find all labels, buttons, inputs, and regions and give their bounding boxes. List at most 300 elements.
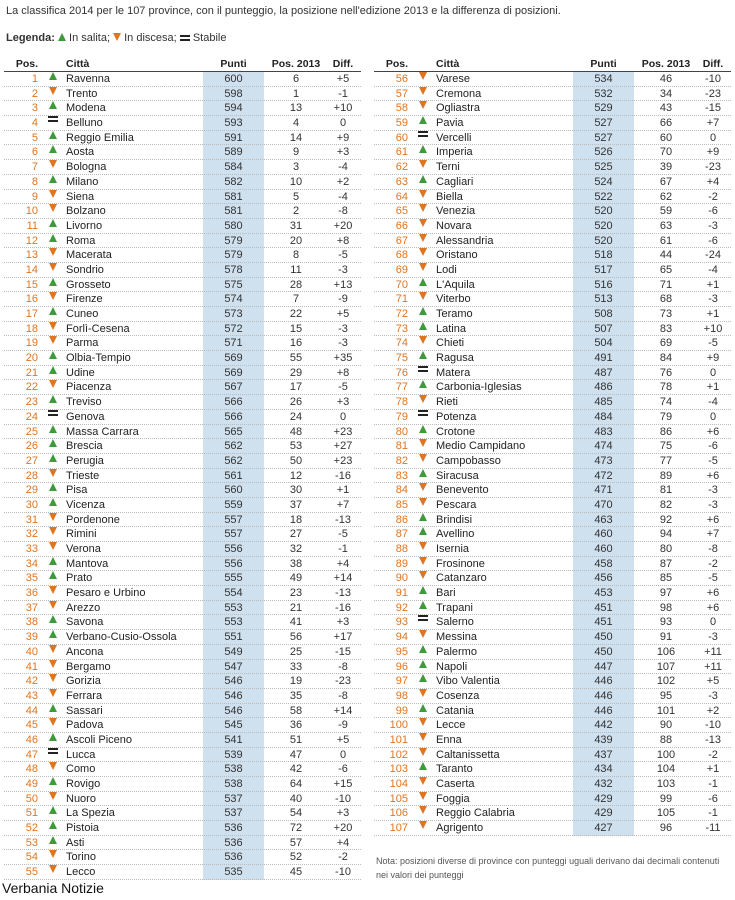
score: 567 [224,381,243,394]
trend-indicator [47,101,59,115]
city-name: Benevento [436,484,489,497]
table-row [4,542,361,557]
table-row [4,307,361,322]
prev-position: 61 [659,234,673,247]
city-name: Vercelli [436,131,472,144]
prev-position: 54 [289,807,303,820]
triangle-up-icon [419,469,427,477]
position-diff: 0 [339,748,347,761]
table-row [4,380,361,395]
trend-indicator [47,145,59,159]
rank-pos: 71 [395,293,408,306]
table-row [4,615,361,630]
trend-indicator [47,116,59,130]
score: 450 [594,645,613,658]
prev-position: 3 [292,161,300,174]
position-diff: -1 [338,87,348,100]
score: 453 [594,587,613,600]
prev-position: 2 [292,205,300,218]
trend-indicator [47,674,59,688]
rank-pos: 97 [395,675,408,688]
score: 598 [224,87,243,100]
triangle-up-icon [419,527,427,535]
score: 474 [594,440,613,453]
table-row [4,410,361,425]
score: 538 [224,763,243,776]
table-row [374,689,731,704]
position-diff: -6 [708,205,718,218]
position-diff: 0 [709,366,717,379]
triangle-up-icon [49,454,57,462]
trend-indicator [417,248,429,262]
triangle-up-icon [419,380,427,388]
score: 504 [594,337,613,350]
position-diff: +14 [333,572,353,585]
city-name: Forlì-Cesena [66,322,130,335]
triangle-down-icon [49,601,57,609]
rank-pos: 93 [395,616,408,629]
trend-indicator [47,498,59,512]
prev-position: 95 [659,689,673,702]
equals-icon [180,35,190,41]
rank-pos: 57 [395,87,408,100]
prev-position: 79 [659,410,673,423]
city-name: Palermo [436,645,477,658]
score: 451 [594,616,613,629]
score: 442 [594,719,613,732]
city-name: L'Aquila [436,278,475,291]
rank-pos: 86 [395,513,408,526]
city-name: Siena [66,190,95,203]
trend-indicator [417,513,429,527]
triangle-down-icon [49,792,57,800]
score: 508 [594,308,613,320]
score: 527 [594,117,613,130]
table-row [4,160,361,175]
position-diff: +14 [333,704,353,717]
score: 556 [224,543,243,555]
table-row [374,527,731,542]
triangle-up-icon [419,351,427,359]
position-diff: -15 [705,102,721,115]
trend-indicator [417,116,429,130]
table-row [4,234,361,249]
triangle-down-icon [49,380,57,388]
table-row [4,190,361,205]
prev-position: 96 [659,822,673,835]
rank-pos: 76 [395,366,408,379]
city-name: Oristano [436,249,478,262]
prev-position: 30 [289,484,303,497]
city-name: Ancona [66,645,104,658]
score: 571 [224,337,243,350]
table-row [374,87,731,102]
table-row [374,160,731,175]
city-name: Arezzo [66,601,101,614]
score: 539 [224,748,243,761]
header-city: Città [436,58,460,70]
rank-pos: 65 [395,205,408,218]
table-row [374,248,731,263]
trend-indicator [47,160,59,174]
city-name: Aosta [66,146,95,159]
score: 483 [594,425,613,438]
score: 555 [224,572,243,585]
prev-position: 14 [289,131,303,144]
rank-pos: 33 [25,543,38,555]
table-header [374,58,731,72]
table-row [4,204,361,219]
rank-pos: 17 [25,308,38,320]
trend-indicator [47,234,59,248]
prev-position: 58 [289,704,303,717]
prev-position: 40 [289,792,303,805]
rank-pos: 94 [395,631,408,644]
score: 526 [594,146,613,159]
equals-icon [48,748,58,754]
position-diff: -4 [708,396,718,409]
prev-position: 86 [659,425,673,438]
rank-pos: 35 [25,572,38,585]
triangle-up-icon [49,836,57,844]
city-name: Vibo Valentia [436,675,500,688]
position-diff: +3 [336,396,350,409]
triangle-up-icon [419,513,427,521]
table-row [4,836,361,851]
prev-position: 82 [659,498,673,511]
prev-position: 13 [289,102,303,115]
score: 450 [594,631,613,644]
triangle-up-icon [49,704,57,712]
table-row [4,645,361,660]
rank-pos: 75 [395,352,408,365]
score: 429 [594,792,613,805]
city-name: Lecce [436,719,466,732]
city-name: Vicenza [66,498,105,511]
rank-pos: 25 [25,425,38,438]
trend-indicator [47,733,59,747]
table-row [374,366,731,381]
position-diff: +3 [336,616,350,629]
trend-indicator [47,704,59,718]
prev-position: 53 [289,440,303,453]
trend-indicator [417,101,429,115]
city-name: Reggio Calabria [436,807,515,820]
intro-text: La classifica 2014 per le 107 province, con il punteggio, la posizione nell'edizione 2013 e la differenza di posizioni. [6,5,561,17]
prev-position: 91 [659,631,673,644]
city-name: Nuoro [66,792,96,805]
rank-pos: 79 [395,410,408,423]
rank-pos: 21 [25,366,38,379]
triangle-up-icon [49,307,57,315]
prev-position: 35 [289,689,303,702]
score: 562 [224,454,243,467]
rank-pos: 74 [395,337,408,350]
score: 473 [594,454,613,467]
table-row [374,395,731,410]
triangle-up-icon [49,806,57,814]
prev-position: 10 [289,175,303,188]
table-row [374,351,731,366]
city-name: Cremona [436,87,482,100]
table-row [374,380,731,395]
rank-pos: 14 [25,263,38,276]
rank-pos: 67 [395,234,408,247]
score: 529 [594,102,613,115]
rank-pos: 4 [31,117,38,130]
rank-pos: 91 [395,587,408,600]
position-diff: +5 [336,73,350,85]
city-name: Pesaro e Urbino [66,587,146,600]
rank-pos: 42 [25,675,38,688]
table-row [4,322,361,337]
score: 553 [224,601,243,614]
trend-indicator [47,336,59,350]
triangle-down-icon [419,557,427,565]
position-diff: -8 [338,689,348,702]
table-row [374,630,731,645]
city-name: Agrigento [436,822,484,835]
city-name: Trieste [66,469,100,482]
score: 487 [594,366,613,379]
header-punti: Punti [220,58,247,70]
prev-position: 75 [659,440,673,453]
position-diff: +5 [336,733,350,746]
city-name: Varese [436,73,471,85]
city-name: Olbia-Tempio [66,352,131,365]
prev-position: 67 [659,175,673,188]
rank-pos: 1 [31,73,38,85]
triangle-down-icon [49,850,57,858]
prev-position: 27 [289,528,303,541]
prev-position: 63 [659,219,673,232]
position-diff: -3 [708,498,718,511]
prev-position: 59 [659,205,673,218]
position-diff: -4 [708,263,718,276]
trend-indicator [47,689,59,703]
table-row [374,674,731,689]
city-name: Ferrara [66,689,103,702]
table-row [4,557,361,572]
triangle-down-icon [419,454,427,462]
city-name: Caserta [436,778,475,790]
trend-indicator [417,234,429,248]
city-name: Potenza [436,410,477,423]
position-diff: -5 [708,572,718,585]
position-diff: +11 [704,645,722,658]
triangle-up-icon [419,586,427,594]
position-diff: +6 [706,601,720,614]
table-row [374,660,731,675]
rank-pos: 8 [31,175,38,188]
city-name: Teramo [436,308,473,320]
position-diff: -13 [335,587,351,600]
position-diff: -6 [708,440,718,453]
legend-title: Legenda: [6,32,55,44]
triangle-down-icon [49,513,57,521]
triangle-down-icon [419,483,427,491]
triangle-down-icon [419,204,427,212]
triangle-down-icon [419,806,427,814]
prev-position: 47 [289,748,303,761]
rank-pos: 99 [395,704,408,717]
position-diff: +9 [706,146,720,159]
prev-position: 25 [289,645,303,658]
rank-pos: 22 [25,381,38,394]
position-diff: +9 [706,352,720,365]
city-name: Foggia [436,792,470,805]
rank-pos: 58 [395,102,408,115]
position-diff: -4 [338,161,348,174]
prev-position: 98 [659,601,673,614]
rank-pos: 5 [31,131,38,144]
table-row [4,660,361,675]
trend-indicator [47,439,59,453]
rank-pos: 66 [395,219,408,232]
trend-indicator [47,87,59,101]
table-row [374,410,731,425]
trend-indicator [417,615,429,629]
table-row [4,792,361,807]
table-row [374,204,731,219]
trend-indicator [417,366,429,380]
city-name: Asti [66,836,85,849]
city-name: Isernia [436,543,470,555]
city-name: Ogliastra [436,102,481,115]
triangle-down-icon [419,748,427,756]
rank-pos: 95 [395,645,408,658]
score: 470 [594,498,613,511]
triangle-down-icon [419,439,427,447]
prev-position: 7 [292,293,300,306]
score: 536 [224,836,243,849]
prev-position: 66 [659,117,673,130]
triangle-down-icon [49,204,57,212]
trend-indicator [47,263,59,277]
trend-indicator [47,586,59,600]
triangle-down-icon [49,469,57,477]
position-diff: +35 [333,352,353,365]
rank-pos: 43 [25,689,38,702]
triangle-up-icon [419,145,427,153]
triangle-up-icon [49,439,57,447]
triangle-down-icon [419,292,427,300]
prev-position: 52 [289,851,303,864]
triangle-down-icon [49,762,57,770]
trend-indicator [417,571,429,585]
rank-pos: 101 [389,733,408,746]
table-row [4,175,361,190]
table-header [4,58,361,72]
position-diff: -8 [338,205,348,218]
prev-position: 64 [289,778,303,790]
triangle-up-icon [419,645,427,653]
triangle-up-icon [49,821,57,829]
trend-indicator [47,469,59,483]
position-diff: +10 [703,322,723,335]
city-name: Como [66,763,96,776]
table-row [4,292,361,307]
trend-indicator [417,762,429,776]
ranking-table-left [4,58,361,880]
prev-position: 69 [659,337,673,350]
score: 584 [224,161,243,174]
triangle-down-icon [419,87,427,95]
score: 561 [224,469,243,482]
position-diff: +2 [706,704,720,717]
table-row [374,762,731,777]
score: 471 [594,484,613,497]
legend-up-label: In salita; [69,32,110,44]
city-name: Taranto [436,763,473,776]
trend-indicator [47,483,59,497]
prev-position: 23 [289,587,303,600]
prev-position: 85 [659,572,673,585]
city-name: Lodi [436,263,457,276]
prev-position: 29 [289,366,303,379]
score: 580 [224,219,243,232]
position-diff: +7 [336,498,350,511]
prev-position: 106 [656,645,676,658]
table-row [4,145,361,160]
trend-indicator [47,219,59,233]
city-name: Pistoia [66,822,100,835]
score: 546 [224,689,243,702]
rank-pos: 11 [26,219,38,232]
rank-pos: 27 [25,454,38,467]
city-name: Pescara [436,498,477,511]
position-diff: -3 [708,219,718,232]
trend-indicator [47,527,59,541]
prev-position: 37 [289,498,303,511]
trend-indicator [47,777,59,791]
position-diff: -9 [338,293,348,306]
trend-indicator [417,204,429,218]
position-diff: -10 [705,719,721,732]
position-diff: +23 [333,454,353,467]
score: 427 [594,822,613,835]
city-name: Cuneo [66,308,99,320]
trend-indicator [417,806,429,820]
table-row [374,175,731,190]
trend-indicator [417,630,429,644]
prev-position: 103 [656,778,676,790]
triangle-up-icon [49,72,57,80]
table-row [374,439,731,454]
rank-pos: 61 [395,146,408,159]
rank-pos: 2 [31,87,38,100]
city-name: Pordenone [66,513,120,526]
position-diff: -10 [705,73,721,85]
triangle-down-icon [419,234,427,242]
equals-icon [48,116,58,122]
city-name: Perugia [66,454,104,467]
city-name: Imperia [436,146,473,159]
trend-indicator [417,351,429,365]
rank-pos: 29 [25,484,38,497]
trend-indicator [47,615,59,629]
position-diff: -6 [338,763,348,776]
rank-pos: 63 [395,175,408,188]
rank-pos: 40 [25,645,38,658]
city-name: Trapani [436,601,473,614]
prev-position: 28 [289,278,303,291]
prev-position: 73 [659,308,673,320]
trend-indicator [47,248,59,262]
trend-indicator [417,704,429,718]
city-name: Padova [66,719,104,732]
trend-indicator [417,542,429,556]
